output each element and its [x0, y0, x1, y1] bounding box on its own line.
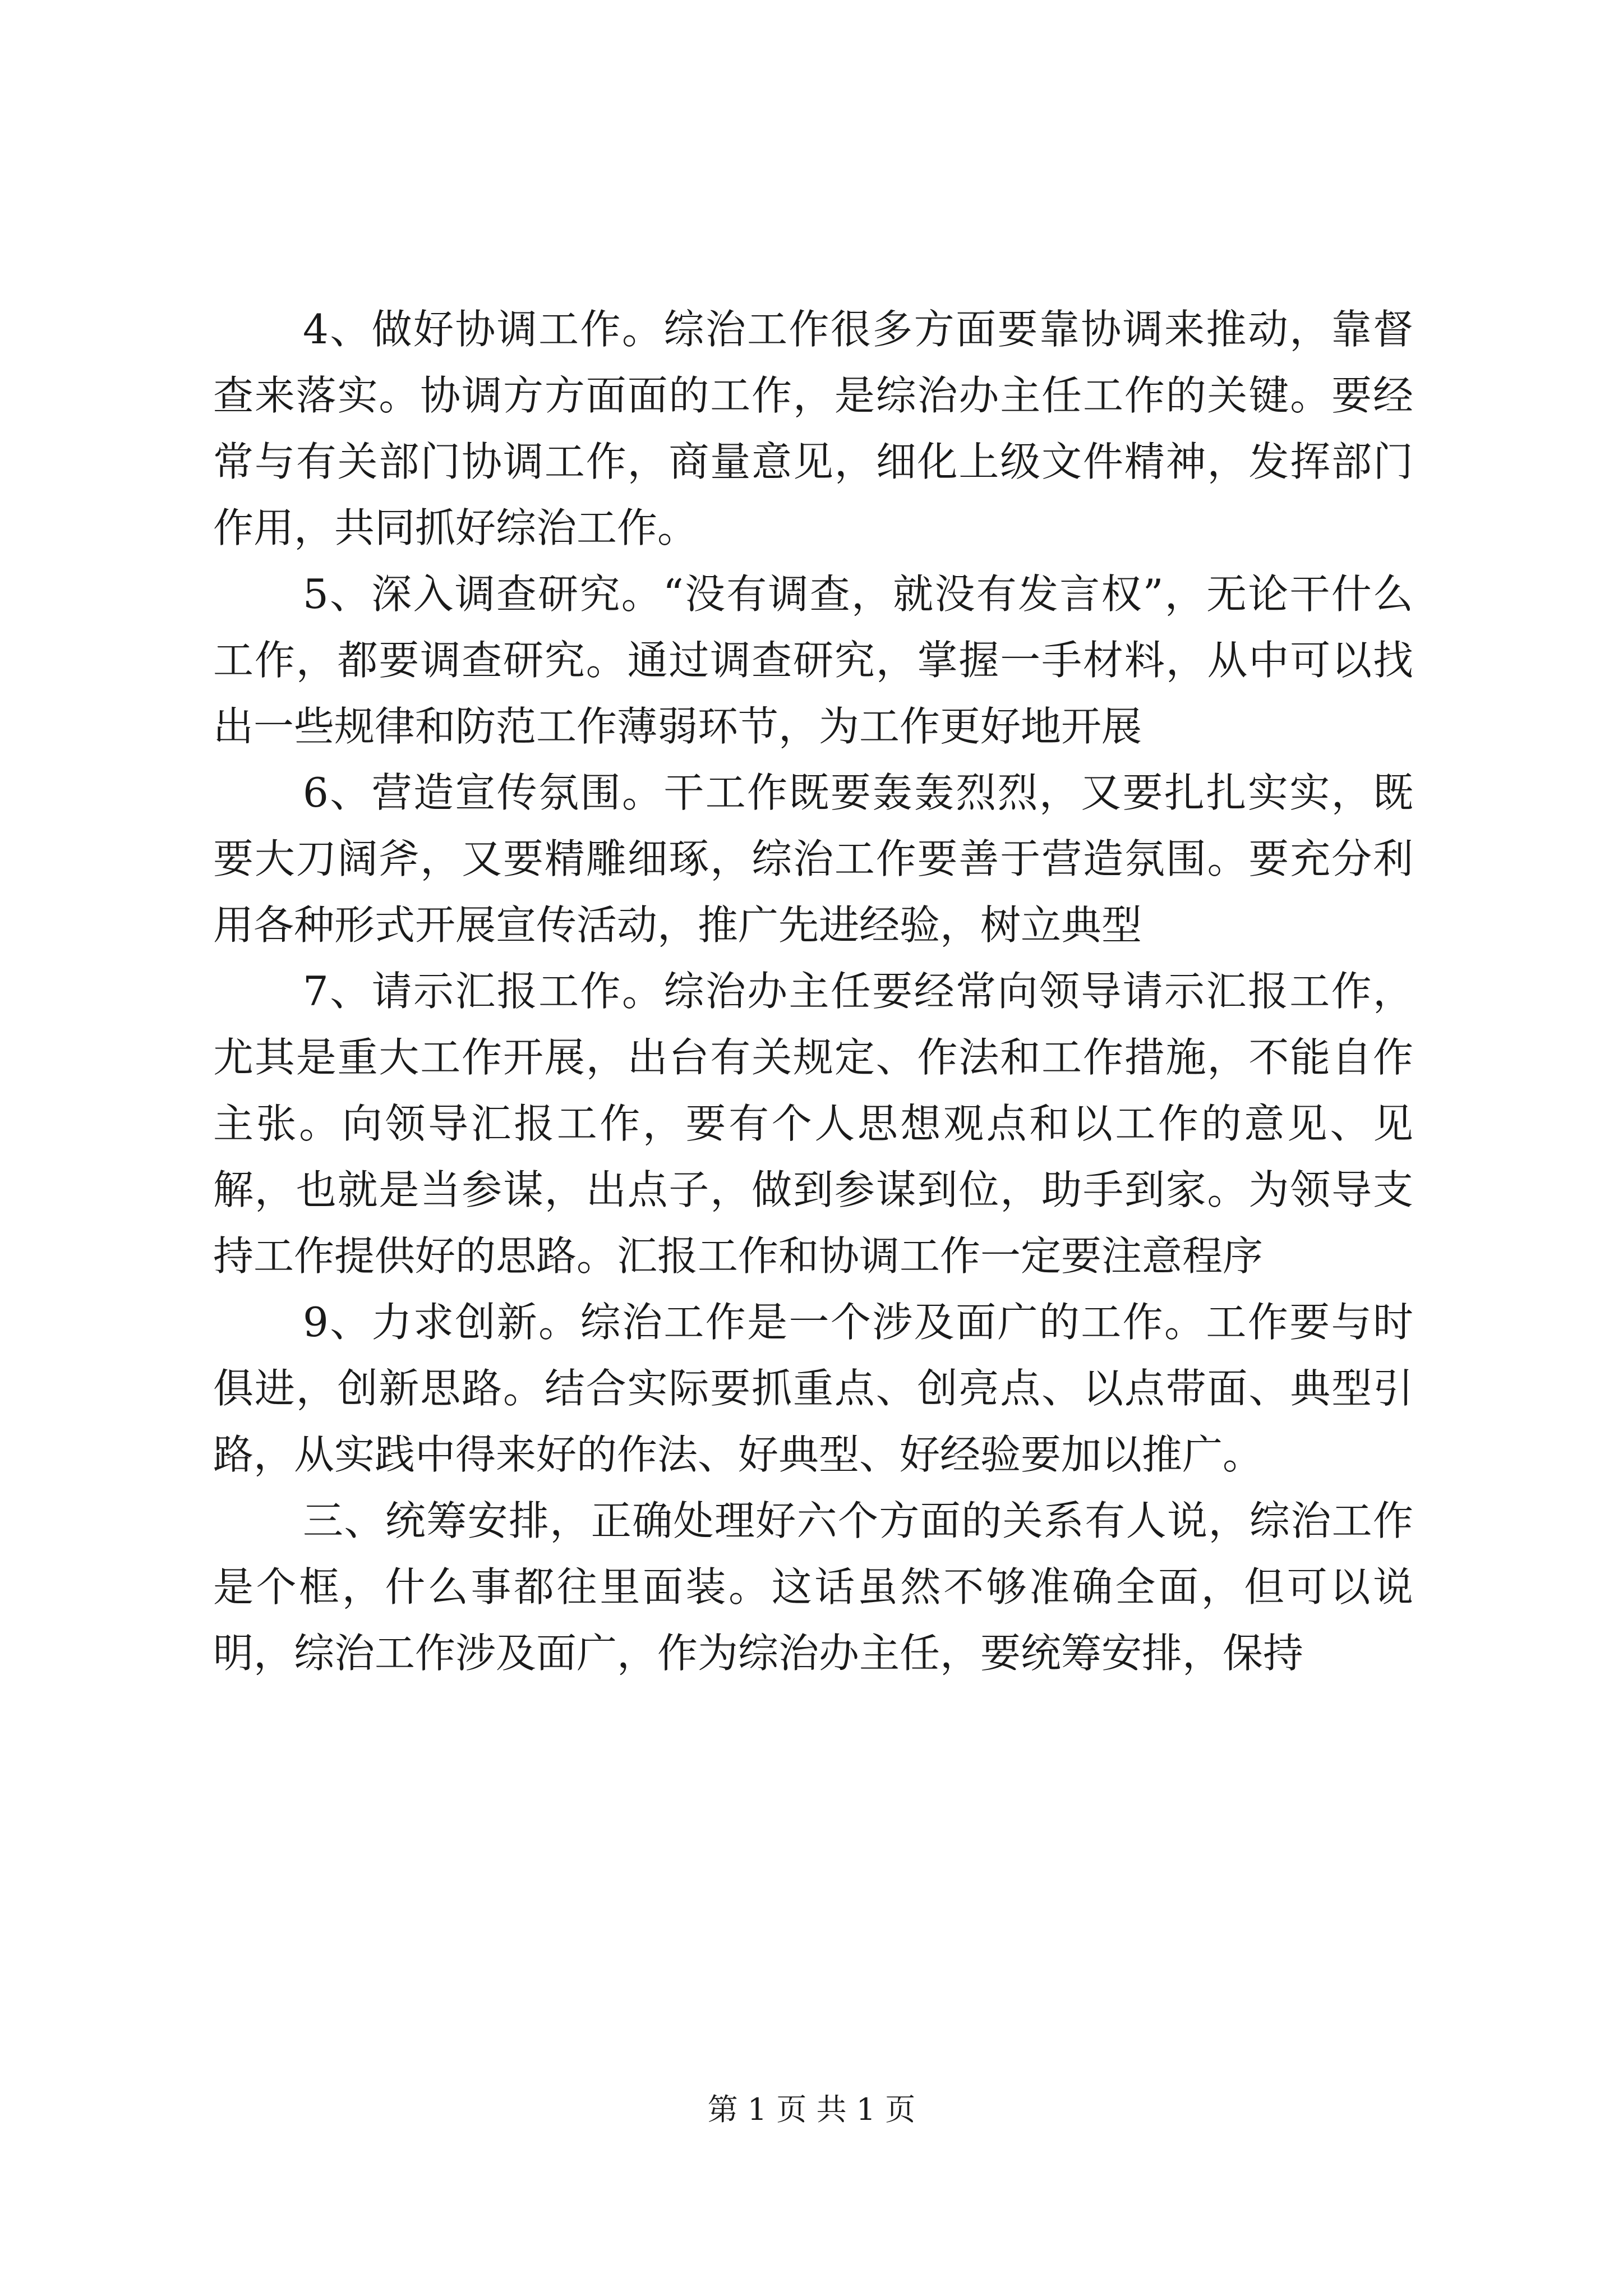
paragraph-publicity: 6、营造宣传氛围。干工作既要轰轰烈烈，又要扎扎实实，既要大刀阔斧，又要精雕细琢，综治工作要善于营造氛围。要充分利用各种形式开展宣传活动，推广先进经验，树立典型	[213, 769, 1413, 949]
paragraph-innovation: 9、力求创新。综治工作是一个涉及面广的工作。工作要与时俱进，创新思路。结合实际要抓重点、创亮点、以点带面、典型引路，从实践中得来好的作法、好典型、好经验要加以推广。	[213, 1299, 1413, 1478]
paragraph-reporting: 7、请示汇报工作。综治办主任要经常向领导请示汇报工作，尤其是重大工作开展，出台有关规定、作法和工作措施，不能自作主张。向领导汇报工作，要有个人思想观点和以工作的意见、见解，也就是当参谋，出点子，做到参谋到位，助手到家。为领导支持工作提供好的思路。汇报工作和协调工作一定要注意程序	[213, 968, 1413, 1280]
page-footer: 第 1 页 共 1 页	[707, 2092, 916, 2127]
document-body	[213, 296, 1413, 1686]
paragraph-section-three: 三、统筹安排，正确处理好六个方面的关系有人说，综治工作是个框，什么事都往里面装。这话虽然不够准确全面，但可以说明，综治工作涉及面广，作为综治办主任，要统筹安排，保持	[213, 1497, 1413, 1677]
paragraph-coordination: 4、做好协调工作。综治工作很多方面要靠协调来推动，靠督查来落实。协调方方面面的工作，是综治办主任工作的关键。要经常与有关部门协调工作，商量意见，细化上级文件精神，发挥部门作用，共同抓好综治工作。	[213, 306, 1413, 551]
paragraph-research: 5、深入调查研究。“没有调查，就没有发言权”，无论干什么工作，都要调查研究。通过调查研究，掌握一手材料，从中可以找出一些规律和防范工作薄弱环节，为工作更好地开展	[213, 570, 1413, 750]
